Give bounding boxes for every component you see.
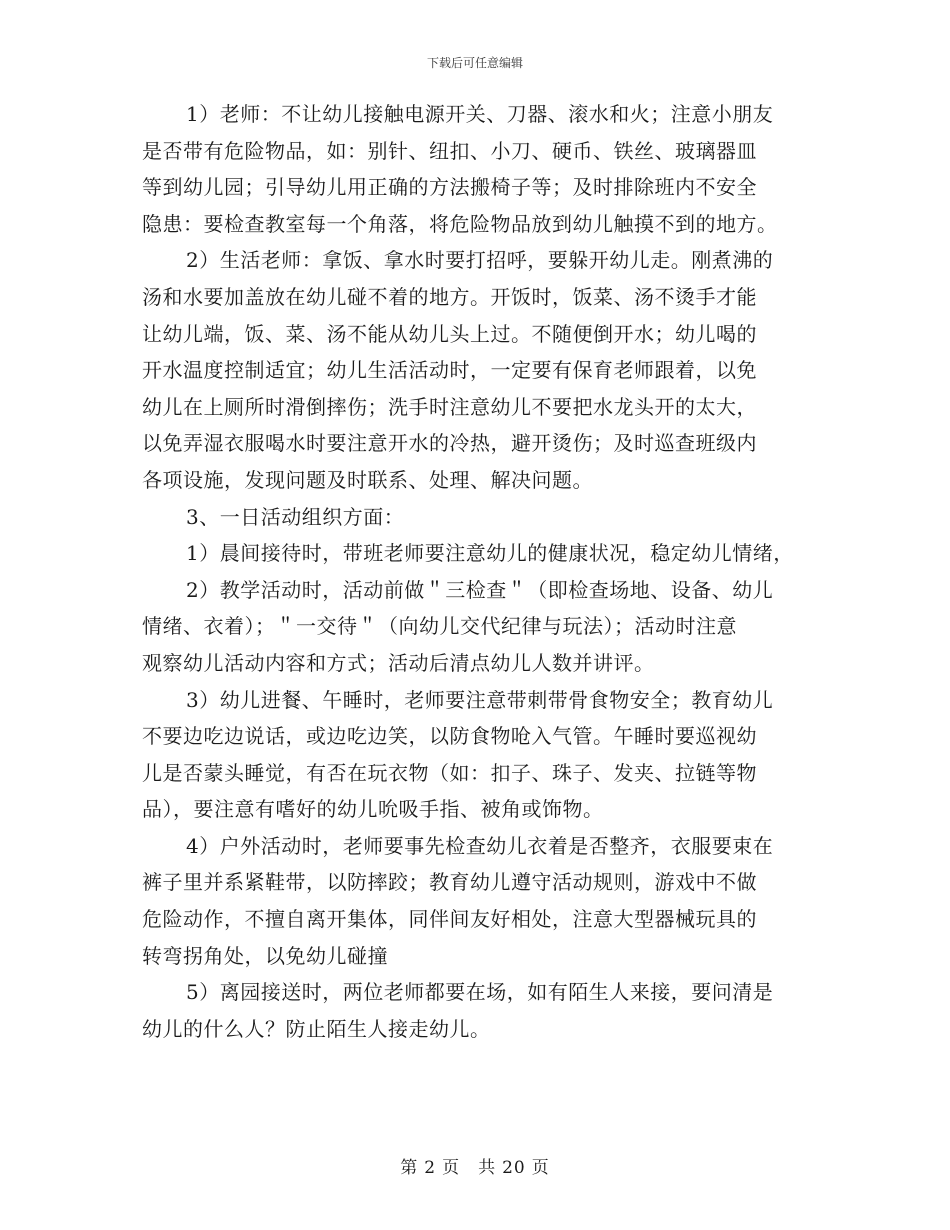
text-line: 5）离园接送时，两位老师都要在场，如有陌生人来接，要问清是	[186, 980, 774, 1005]
text-line: 转弯拐角处，以免幼儿碰撞	[142, 943, 388, 968]
footer-total-pages: 20	[502, 1158, 526, 1178]
text-line: 开水温度控制适宜；幼儿生活活动时，一定要有保育老师跟着，以免	[142, 358, 757, 383]
text-line: 裤子里并系紧鞋带，以防摔跤；教育幼儿遵守活动规则，游戏中不做	[142, 870, 757, 895]
text-line: 观察幼儿活动内容和方式；活动后清点幼儿人数并讲评。	[142, 650, 655, 675]
text-line: 3）幼儿进餐、午睡时，老师要注意带刺带骨食物安全；教育幼儿	[186, 687, 774, 712]
text-line: 各项设施，发现问题及时联系、处理、解决问题。	[142, 467, 593, 492]
text-line: 让幼儿端，饭、菜、汤不能从幼儿头上过。不随便倒开水；幼儿喝的	[142, 321, 757, 346]
text-line: 汤和水要加盖放在幼儿碰不着的地方。开饭时，饭菜、汤不烫手才能	[142, 284, 757, 309]
text-line: 2）教学活动时，活动前做＂三检查＂（即检查场地、设备、幼儿	[186, 577, 774, 602]
text-line: 儿是否蒙头睡觉，有否在玩衣物（如：扣子、珠子、发夹、拉链等物	[142, 760, 757, 785]
text-line: 等到幼儿园；引导幼儿用正确的方法搬椅子等；及时排除班内不安全	[142, 175, 757, 200]
page-header: 下载后可任意编辑	[426, 56, 523, 70]
text-line: 3、一日活动组织方面：	[186, 504, 405, 529]
text-line: 幼儿在上厕所时滑倒摔伤；洗手时注意幼儿不要把水龙头开的太大，	[142, 394, 757, 419]
footer-middle: 页 共	[442, 1158, 497, 1178]
text-line: 不要边吃边说话，或边吃边笑，以防食物呛入气管。午睡时要巡视幼	[142, 724, 757, 749]
footer-suffix: 页	[531, 1158, 550, 1178]
text-line: 2）生活老师：拿饭、拿水时要打招呼，要躲开幼儿走。刚煮沸的	[186, 248, 774, 273]
footer-prefix: 第	[400, 1158, 419, 1178]
text-line: 是否带有危险物品，如：别针、纽扣、小刀、硬币、铁丝、玻璃器皿	[142, 138, 757, 163]
document-body	[142, 96, 812, 1047]
text-line: 品），要注意有嗜好的幼儿吮吸手指、被角或饰物。	[142, 797, 604, 822]
text-line: 危险动作，不擅自离开集体，同伴间友好相处，注意大型器械玩具的	[142, 907, 757, 932]
text-line: 1）晨间接待时，带班老师要注意幼儿的健康状况，稳定幼儿情绪，	[186, 541, 794, 566]
text-line: 情绪、衣着）；＂一交待＂（向幼儿交代纪律与玩法）；活动时注意	[142, 614, 737, 639]
text-line: 1）老师：不让幼儿接触电源开关、刀器、滚水和火；注意小朋友	[186, 102, 774, 126]
text-line: 幼儿的什么人？防止陌生人接走幼儿。	[142, 1016, 491, 1041]
page-footer	[0, 1153, 950, 1178]
text-line: 隐患：要检查教室每一个角落，将危险物品放到幼儿触摸不到的地方。	[142, 211, 778, 236]
text-line: 4）户外活动时，老师要事先检查幼儿衣着是否整齐，衣服要束在	[186, 833, 774, 858]
text-line: 以免弄湿衣服喝水时要注意开水的冷热，避开烫伤；及时巡查班级内	[142, 431, 757, 456]
footer-current-page: 2	[424, 1158, 437, 1178]
